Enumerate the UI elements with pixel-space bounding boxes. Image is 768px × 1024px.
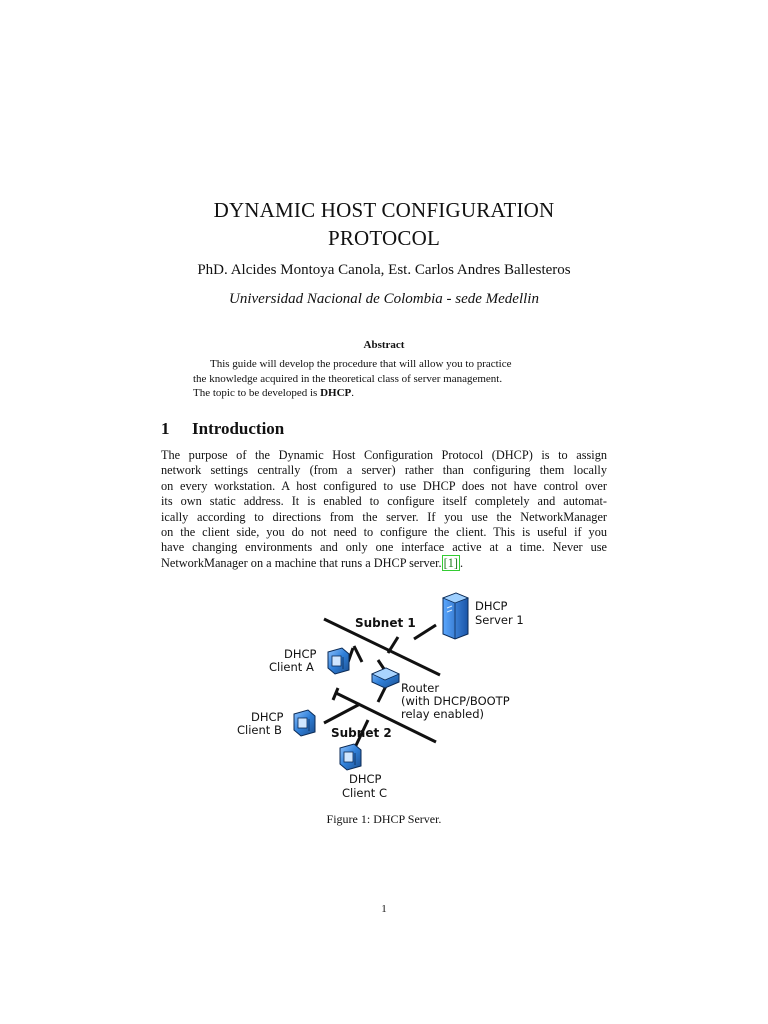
abstract-topic: DHCP	[320, 387, 352, 399]
server-icon	[443, 593, 468, 639]
abstract-heading: Abstract	[363, 339, 405, 351]
client-b-label-line-1: DHCP	[251, 710, 284, 724]
paragraph-last-line-text: NetworkManager on a machine that runs a DHCP server.	[161, 555, 442, 570]
subnet-1-tick	[388, 637, 398, 653]
server-label-line-1: DHCP	[475, 599, 508, 613]
router-label-line-3: relay enabled)	[401, 707, 485, 721]
subnet-1-label: Subnet 1	[355, 616, 416, 630]
paper-title	[150, 196, 618, 252]
client-c-label-line-1: DHCP	[349, 772, 382, 786]
authors: PhD. Alcides Montoya Canola, Est. Carlos Andres Ballesteros	[197, 262, 571, 278]
paragraph-line: on the client side, you do not need to configure the client. This is useful if you	[161, 525, 607, 540]
introduction-paragraph	[161, 448, 607, 571]
client-b-computer-icon	[294, 710, 315, 736]
subnet-2-label: Subnet 2	[331, 726, 392, 740]
router-label-line-1: Router	[401, 681, 440, 695]
client-a-computer-icon	[328, 648, 349, 674]
citation-link[interactable]: [1]	[443, 555, 458, 570]
abstract-line-3-end: .	[351, 387, 354, 399]
client-a-label-line-2: Client A	[269, 660, 314, 674]
abstract-line-1: This guide will develop the procedure that will allow you to practice	[210, 358, 512, 370]
client-c-computer-icon	[340, 744, 361, 770]
title-line-1: DYNAMIC HOST CONFIGURATION	[213, 198, 555, 222]
section-number: 1	[161, 419, 170, 438]
client-b-link	[324, 704, 360, 723]
router-icon	[372, 668, 399, 688]
page-number: 1	[381, 903, 387, 915]
abstract-body	[193, 357, 576, 401]
client-b-label-line-2: Client B	[237, 723, 282, 737]
paragraph-line: network settings centrally (from a server) rather than configuring them locally	[161, 463, 607, 478]
abstract-line-3	[193, 386, 576, 401]
paragraph-line: The purpose of the Dynamic Host Configuration Protocol (DHCP) is to assign	[161, 448, 607, 462]
dhcp-network-diagram	[228, 590, 538, 805]
router-label-line-2: (with DHCP/BOOTP	[401, 694, 510, 708]
paragraph-line: its own static address. It is enabled to configure itself completely and automat-	[161, 494, 607, 509]
client-a-label-line-1: DHCP	[284, 647, 317, 661]
section-heading-introduction	[161, 419, 284, 439]
affiliation: Universidad Nacional de Colombia - sede Medellin	[229, 291, 539, 307]
paragraph-last-line-end: .	[459, 555, 464, 570]
paragraph-last-line	[161, 556, 607, 571]
title-line-2: PROTOCOL	[327, 226, 441, 250]
server-link	[414, 625, 436, 639]
paragraph-line: have changing environments and only one interface active at a time. Never use	[161, 540, 607, 555]
client-c-label-line-2: Client C	[342, 786, 387, 800]
abstract-line-3-text: The topic to be developed is	[193, 387, 321, 399]
subnet-1-extension	[354, 646, 362, 662]
figure-caption: Figure 1: DHCP Server.	[326, 812, 442, 826]
paragraph-line: on every workstation. A host configured to use DHCP does not have control over	[161, 478, 607, 493]
server-label-line-2: Server 1	[475, 613, 524, 627]
section-title: Introduction	[192, 419, 285, 438]
paragraph-line: ically according to directions from the server. If you use the NetworkManager	[161, 509, 607, 524]
abstract-line-2: the knowledge acquired in the theoretical class of server management.	[193, 372, 503, 385]
